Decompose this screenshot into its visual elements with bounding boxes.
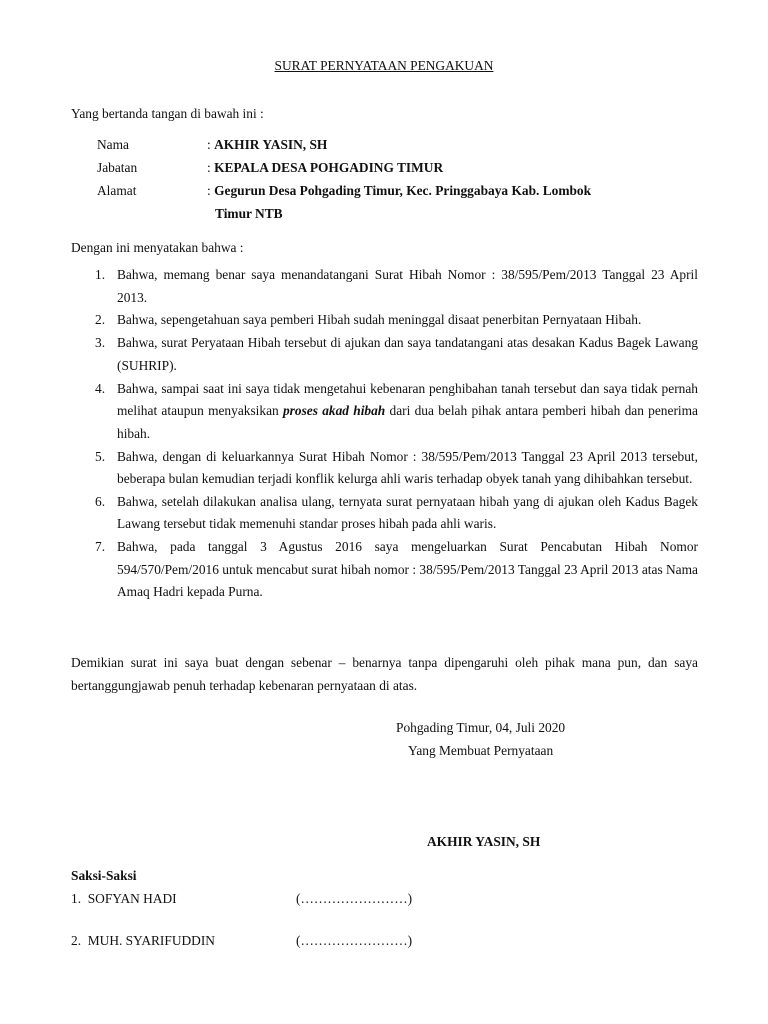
- witness-name: 2. MUH. SYARIFUDDIN: [71, 933, 215, 948]
- list-item: [71, 378, 698, 446]
- witness-signature-line: (……………………): [296, 933, 413, 948]
- list-item-text: [117, 378, 698, 446]
- identity-value: [207, 183, 591, 199]
- intro-line: Yang bertanda tangan di bawah ini :: [71, 106, 264, 121]
- list-item-text: Bahwa, dengan di keluarkannya Surat Hibah Nomor : 38/595/Pem/2013 Tanggal 23 April 2013 tersebut, beberapa bulan kemudian terjadi konflik kelurga ahli waris terhadap obyek tanah yang dihibahkan tersebut.: [117, 448, 698, 487]
- list-item-text-part: dari dua belah pihak antara pemberi hibah dan penerima hibah.: [117, 403, 698, 441]
- statement-lead: Dengan ini menyatakan bahwa :: [71, 240, 244, 255]
- identity-value: [215, 206, 283, 222]
- colon: :: [207, 160, 211, 175]
- list-item-number: 6.: [95, 493, 106, 509]
- list-item: [71, 536, 698, 604]
- list-item: [71, 264, 698, 309]
- list-item-text: Bahwa, pada tanggal 3 Agustus 2016 saya mengeluarkan Surat Pencabutan Hibah Nomor 594/570/Pem/2016 untuk mencabut surat hibah nomor : 38/595/Pem/2013 Tanggal 23 April 2013 atas Nama Amaq Hadri kepada Purna.: [117, 539, 698, 600]
- list-item-text: Bahwa, sepengetahuan saya pemberi Hibah sudah meninggal disaat penerbitan Pernyataan Hibah.: [117, 312, 642, 328]
- identity-value-text: Gegurun Desa Pohgading Timur, Kec. Pringgabaya Kab. Lombok: [214, 183, 592, 198]
- list-item-number: 7.: [95, 539, 106, 555]
- list-item-text-part: Bahwa, sampai saat ini saya tidak mengetahui kebenaran penghibahan tanah tersebut dan saya tidak pernah melihat ataupun menyaksikan: [117, 380, 698, 419]
- witness-heading: Saksi-Saksi: [71, 868, 137, 883]
- list-item-number: 5.: [95, 448, 106, 464]
- list-item-number: 2.: [95, 312, 106, 328]
- list-item-text: Bahwa, memang benar saya menandatangani Surat Hibah Nomor : 38/595/Pem/2013 Tanggal 23 April 2013.: [117, 267, 698, 305]
- list-item-number: 3.: [95, 335, 106, 351]
- list-item-number: 1.: [95, 267, 106, 282]
- signer-name: AKHIR YASIN, SH: [427, 834, 541, 849]
- identity-label: Nama: [97, 137, 129, 152]
- colon: :: [207, 183, 211, 198]
- identity-value-text: KEPALA DESA POHGADING TIMUR: [214, 160, 444, 175]
- list-item: [71, 446, 698, 491]
- identity-value: [207, 160, 443, 176]
- statement-list: [71, 264, 698, 604]
- list-item-text: Bahwa, surat Peryataan Hibah tersebut di ajukan dan saya tandatangani atas desakan Kadus Bagek Lawang (SUHRIP).: [117, 335, 698, 373]
- identity-label: Alamat: [97, 183, 137, 198]
- identity-value: [207, 137, 327, 153]
- identity-label: Jabatan: [97, 160, 138, 175]
- identity-value-text: AKHIR YASIN, SH: [214, 137, 328, 152]
- list-item: [71, 332, 698, 377]
- colon: :: [207, 137, 211, 152]
- place-date: Pohgading Timur, 04, Juli 2020: [396, 720, 566, 735]
- document-title: SURAT PERNYATAAN PENGAKUAN: [274, 58, 494, 73]
- witness-signature-line: (……………………): [296, 891, 413, 906]
- closing-paragraph: Demikian surat ini saya buat dengan sebenar – benarnya tanpa dipengaruhi oleh pihak mana pun, dan saya bertanggungjawab penuh terhadap kebenaran pernyataan di atas.: [71, 655, 698, 693]
- identity-value-text: Timur NTB: [215, 206, 283, 221]
- list-item-text: Bahwa, setelah dilakukan analisa ulang, ternyata surat pernyataan hibah yang di ajukan oleh Kadus Bagek Lawang tersebut tidak memenuhi standar proses hibah pada ahli waris.: [117, 493, 698, 532]
- emphasis-text: proses akad hibah: [282, 403, 386, 419]
- list-item: [71, 309, 698, 332]
- list-item: [71, 491, 698, 536]
- list-item-number: 4.: [95, 380, 106, 396]
- witness-name: 1. SOFYAN HADI: [71, 891, 177, 906]
- maker-label: Yang Membuat Pernyataan: [408, 743, 554, 758]
